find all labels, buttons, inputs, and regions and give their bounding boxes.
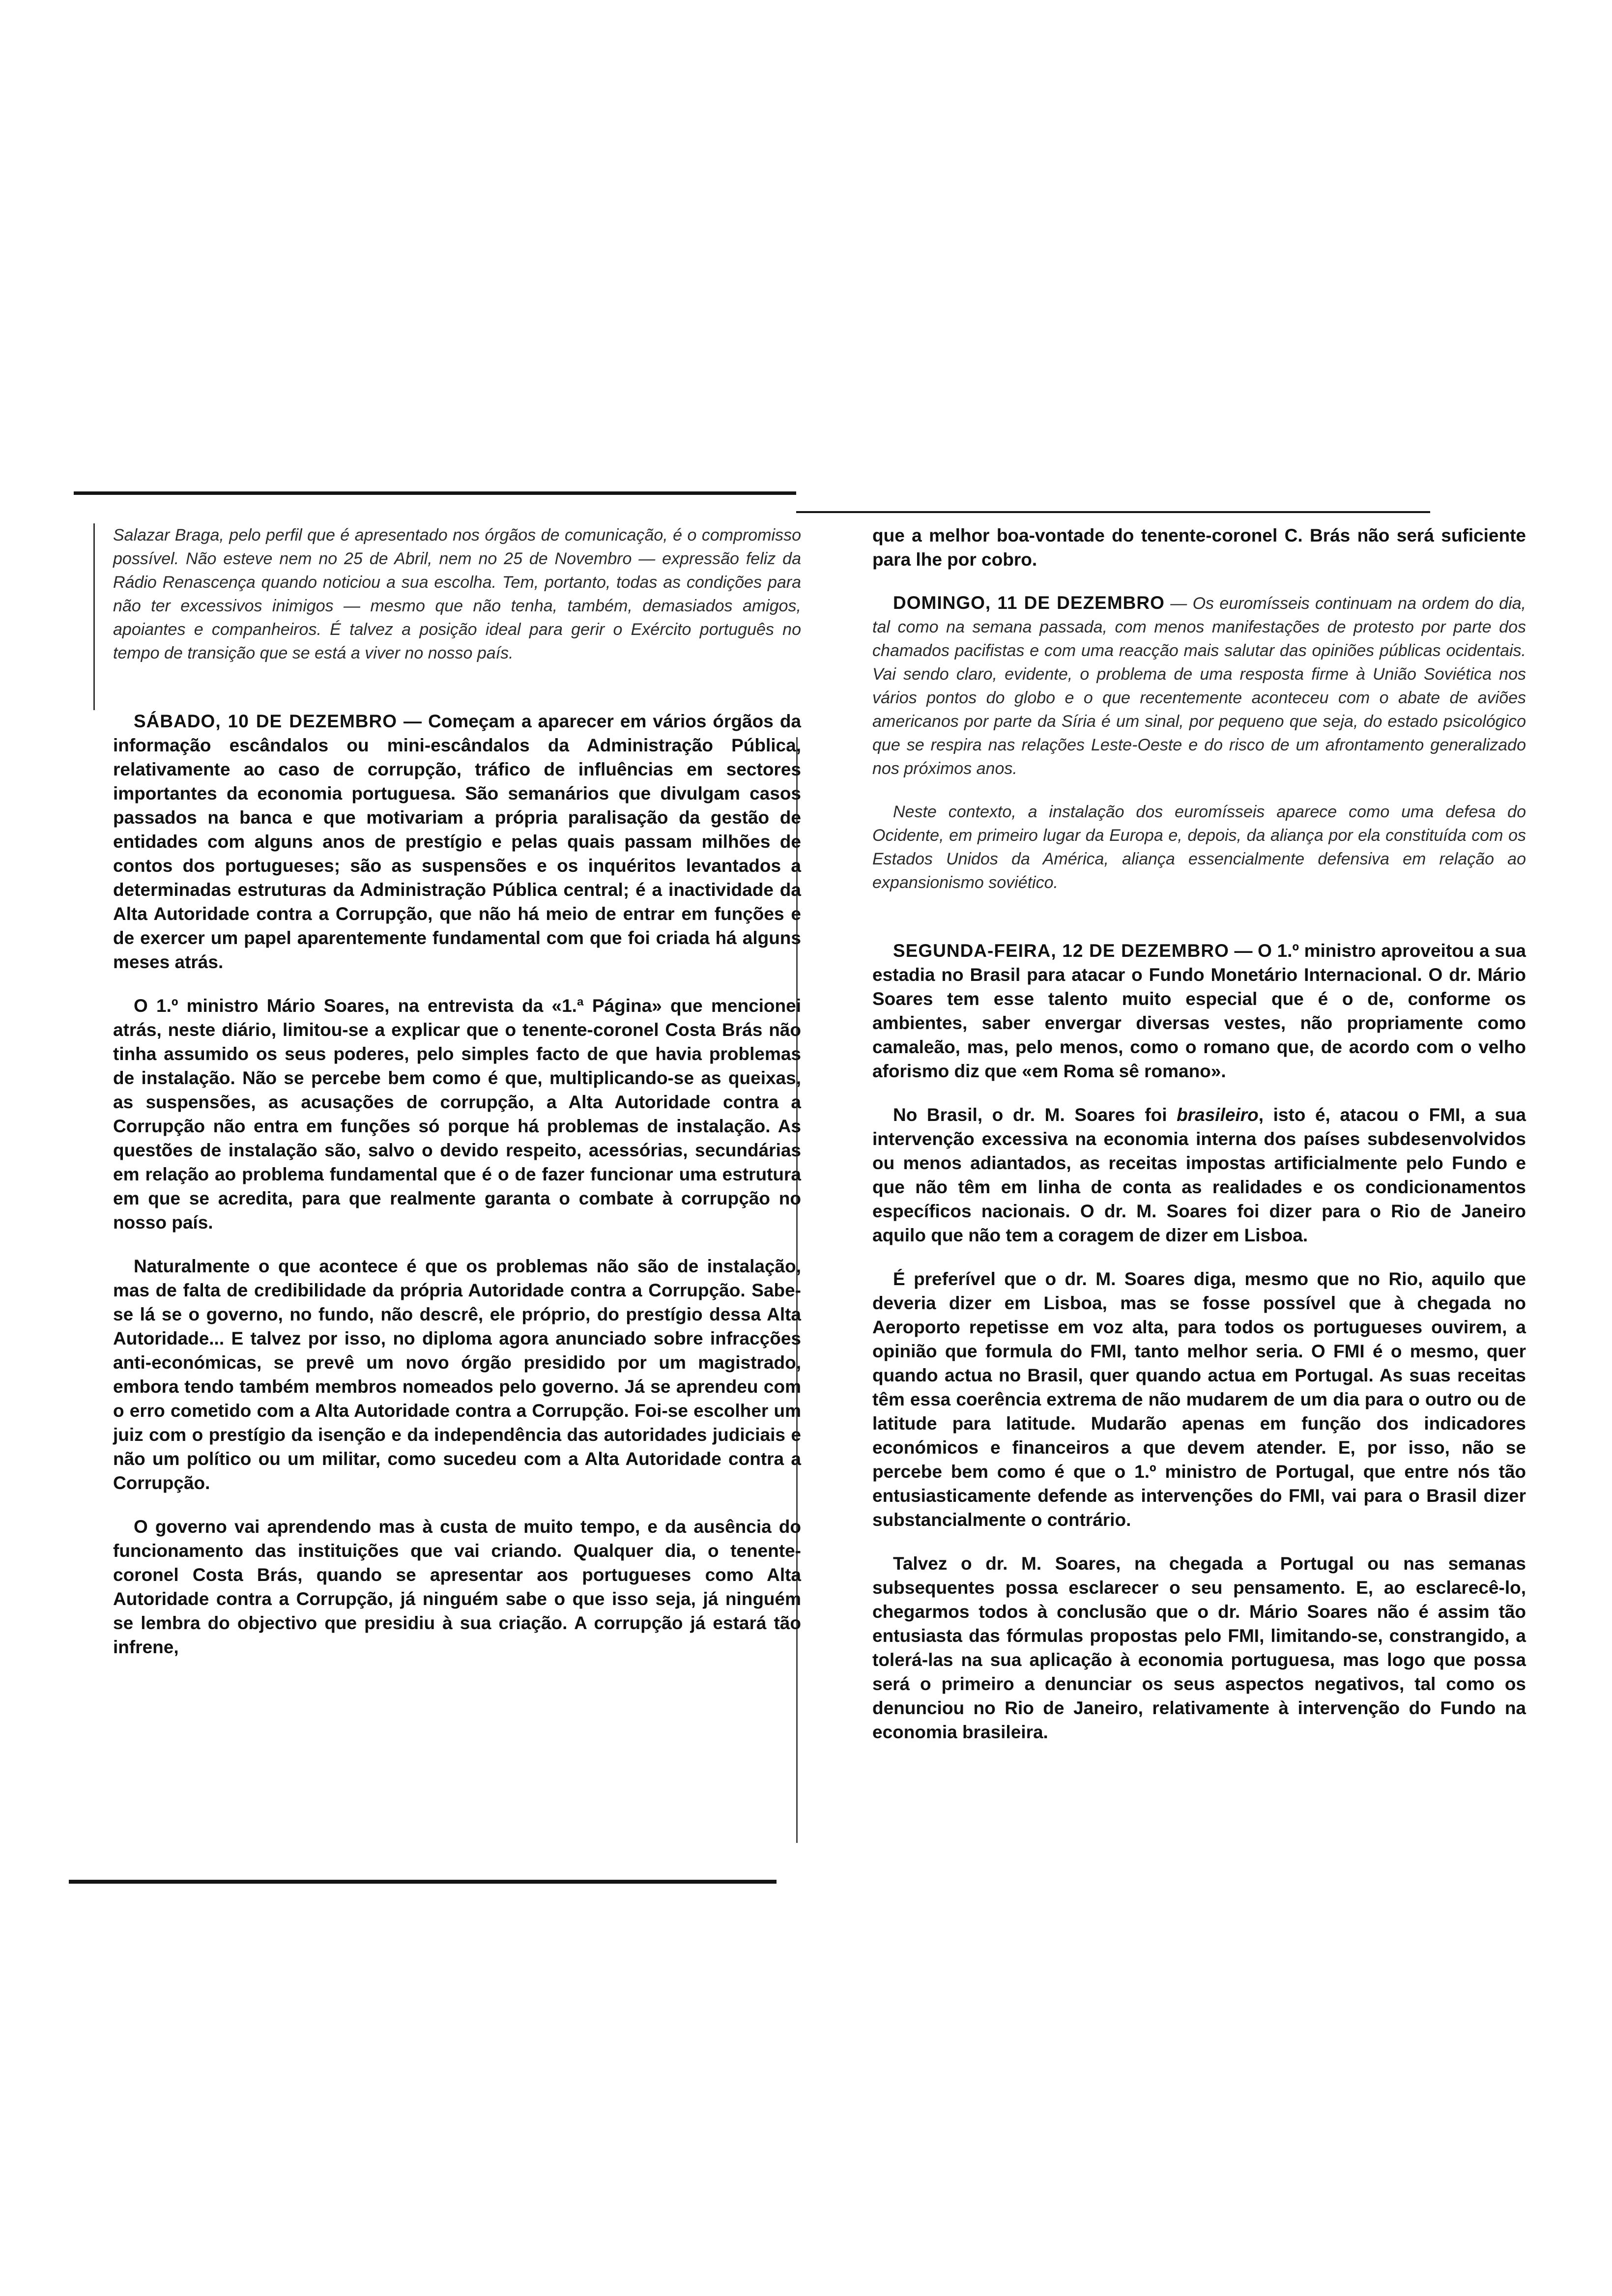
left-margin-line [93,523,95,710]
domingo-text: — Os euromísseis continuam na ordem do dia, tal como na semana passada, com menos manifestações de protesto por parte dos chamados pacifistas e com uma reacção mais salutar das opiniões públicas ocidentais. Vai sendo claro, evidente, o problema de uma resposta firme à União Soviética nos vários pontos do globo e o que recentemente aconteceu com o abate de aviões americanos por parte da Síria é um sinal, por pequeno que seja, do estado psicológico que se respira nas relações Leste-Oeste e do risco de um afrontamento generalizado nos próximos anos. [872,594,1526,778]
sabado-paragraph [113,709,801,974]
paragraph: que a melhor boa-vontade do tenente-coronel C. Brás não será suficiente para lhe por cobro. [872,525,1526,570]
segunda-paragraph [872,939,1526,1083]
sabado-heading: SÁBADO, 10 DE DEZEMBRO [134,711,397,731]
text-segment: No Brasil, o dr. M. Soares foi [893,1105,1177,1125]
paragraph: Neste contexto, a instalação dos euromísseis aparece como uma defesa do Ocidente, em primeiro lugar da Europa e, depois, da aliança por ela constituída com os Estados Unidos da América, aliança essencialmente defensiva em relação ao expansionismo soviético. [872,803,1526,892]
domingo-paragraph [872,591,1526,780]
emphasis: brasileiro [1177,1105,1259,1125]
top-rule-right [796,511,1430,513]
right-column [872,523,1526,1764]
left-column [113,523,801,1679]
paragraph: O governo vai aprendendo mas à custa de muito tempo, e da ausência do funcionamento das instituições que vai criando. Qualquer dia, o tenente-coronel Costa Brás, quando se apresentar aos portugueses como Alta Autoridade contra a Corrupção, já ninguém sabe o que isso seja, já ninguém se lembra do objectivo que presidiu à sua criação. A corrupção já estará tão infrene, [113,1517,801,1657]
paragraph [872,1103,1526,1247]
text-segment: , isto é, atacou o FMI, a sua intervenção excessiva na economia interna dos países subdesenvolvidos ou menos adiantados, as receitas impostas artificialmente pelo Fundo e que não têm em linha de conta as realidades e os condicionamentos específicos nacionais. O dr. M. Soares foi dizer para o Rio de Janeiro aquilo que não tem a coragem de dizer em Lisboa. [872,1105,1526,1245]
top-rule [74,491,796,495]
segunda-heading: SEGUNDA-FEIRA, 12 DE DEZEMBRO [893,941,1229,961]
paragraph: O 1.º ministro Mário Soares, na entrevista da «1.ª Página» que mencionei atrás, neste diário, limitou-se a explicar que o tenente-coronel Costa Brás não tinha assumido os seus poderes, pelo simples facto de que havia problemas de instalação. Não se percebe bem como é que, multiplicando-se as queixas, as suspensões, as acusações de corrupção, a Alta Autoridade contra a Corrupção não entra em funções só porque há problemas de instalação. As questões de instalação são, salvo o devido respeito, acessórias, secundárias em relação ao problema fundamental que é o de fazer funcionar uma estrutura em que se acredita, para que realmente garanta o combate à corrupção no nosso país. [113,996,801,1233]
bottom-rule [69,1880,777,1884]
domingo-heading: DOMINGO, 11 DE DEZEMBRO [893,593,1165,613]
sabado-text: — Começam a aparecer em vários órgãos da informação escândalos ou mini-escândalos da Administração Pública, relativamente ao caso de corrupção, tráfico de influências em sectores importantes da economia portuguesa. São semanários que divulgam casos passados na banca e que motivariam a própria paralisação da gestão de entidades com alguns anos de prestígio e pelas quais passam milhões de contos dos portugueses; são as suspensões e os inquéritos levantados a determinadas estruturas da Administração Pública central; é a inactividade da Alta Autoridade contra a Corrupção, que não há meio de entrar em funções e de exercer um papel aparentemente fundamental com que foi criada há alguns meses atrás. [113,711,802,972]
intro-paragraph: Salazar Braga, pelo perfil que é apresentado nos órgãos de comunicação, é o compromisso possível. Não esteve nem no 25 de Abril, nem no 25 de Novembro — expressão feliz da Rádio Renascença quando noticiou a sua escolha. Tem, portanto, todas as condições para não ter excessivos inimigos — mesmo que não tenha, também, demasiados amigos, apoiantes e companheiros. É talvez a posição ideal para gerir o Exército português no tempo de transição que se está a viver no nosso país. [113,526,801,662]
segunda-text: — O 1.º ministro aproveitou a sua estadia no Brasil para atacar o Fundo Monetário Internacional. O dr. Mário Soares tem esse talento muito especial que é o de, conforme os ambientes, saber envergar diversas vestes, não propriamente como camaleão, mas, pelo menos, como o romano que, de acordo com o velho aforismo diz que «em Roma sê romano». [872,941,1526,1081]
paragraph: Talvez o dr. M. Soares, na chegada a Portugal ou nas semanas subsequentes possa esclarecer o seu pensamento. E, ao esclarecê-lo, chegarmos todos à conclusão que o dr. Mário Soares não é assim tão entusiasta das fórmulas propostas pelo FMI, limitando-se, constrangido, a tolerá-las na sua aplicação à economia portuguesa, mas logo que possa será o primeiro a denunciar os seus aspectos negativos, tal como os denunciou no Rio de Janeiro, relativamente à intervenção do Fundo na economia brasileira. [872,1553,1526,1742]
paragraph: Naturalmente o que acontece é que os problemas não são de instalação, mas de falta de credibilidade da própria Autoridade contra a Corrupção. Sabe-se lá se o governo, no fundo, não descrê, ele próprio, do prestígio dessa Alta Autoridade... E talvez por isso, no diploma agora anunciado sobre infracções anti-económicas, se prevê um novo órgão presidido por um magistrado, embora tendo também membros nomeados pelo governo. Já se aprendeu com o erro cometido com a Alta Autoridade contra a Corrupção. Foi-se escolher um juiz com o prestígio da isenção e da independência das autoridades judiciais e não um político ou um militar, como sucedeu com a Alta Autoridade contra a Corrupção. [113,1256,801,1493]
paragraph: É preferível que o dr. M. Soares diga, mesmo que no Rio, aquilo que deveria dizer em Lisboa, mas se fosse possível que à chegada no Aeroporto repetisse em voz alta, para todos os portugueses ouvirem, a opinião que formula do FMI, tanto melhor seria. O FMI é o mesmo, quer quando actua no Brasil, quer quando actua em Portugal. As suas receitas têm essa coerência extrema de não mudarem de um dia para o outro ou de latitude para latitude. Mudarão apenas em função dos indicadores económicos e financeiros a que devem atender. E, por isso, não se percebe bem como é que o 1.º ministro de Portugal, que entre nós tão entusiasticamente defende as intervenções do FMI, vai para o Brasil dizer substancialmente o contrário. [872,1269,1526,1530]
